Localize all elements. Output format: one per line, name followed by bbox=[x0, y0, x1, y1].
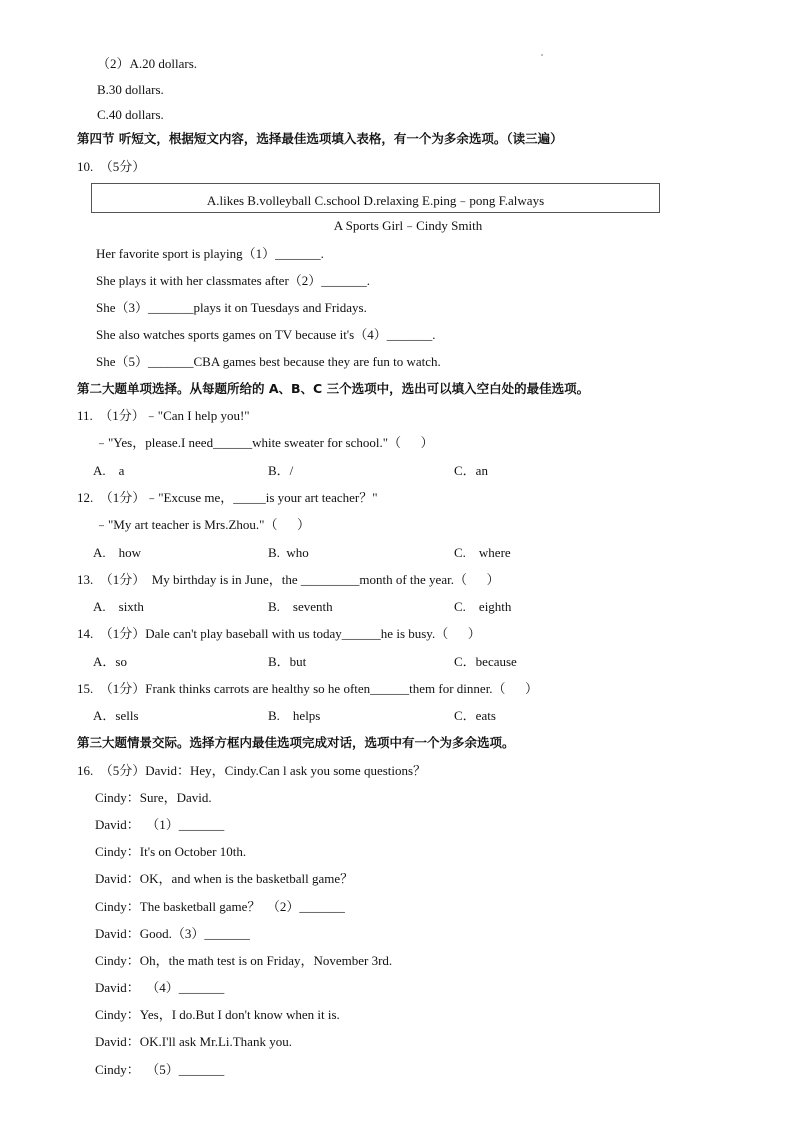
q11-stem: 11. （1分）﹣"Can I help you!" bbox=[77, 408, 250, 423]
q16-line-8: David： （4）_______ bbox=[95, 980, 225, 995]
q16-line-1: Cindy：Sure，David. bbox=[95, 790, 212, 805]
part3-title: 第三大题情景交际。选择方框内最佳选项完成对话，选项中有一个为多余选项。 bbox=[77, 735, 515, 750]
q16-line-9: Cindy：Yes，I do.But I don't know when it is. bbox=[95, 1007, 340, 1022]
q10-line-2: She plays it with her classmates after（2）_______. bbox=[96, 273, 371, 288]
q10-options-text: A.likes B.volleyball C.school D.relaxing E.ping﹣pong F.always bbox=[206, 193, 545, 208]
q15-stem: 15. （1分）Frank thinks carrots are healthy so he often______them for dinner.（ ） bbox=[77, 681, 539, 696]
q15-option-b: B. helps bbox=[268, 708, 321, 723]
q12-option-c: C. where bbox=[454, 545, 511, 560]
q12-option-b: B. who bbox=[268, 545, 309, 560]
q16-line-5: Cindy：The basketball game？ （2）_______ bbox=[95, 899, 345, 914]
scan-speck bbox=[541, 54, 543, 56]
q10-passage-title: A Sports Girl﹣Cindy Smith bbox=[333, 218, 483, 233]
q16-line-11: Cindy： （5）_______ bbox=[95, 1062, 225, 1077]
q16-line-7: Cindy：Oh，the math test is on Friday，November 3rd. bbox=[95, 953, 393, 968]
q10-header: 10. （5分） bbox=[77, 159, 146, 174]
q12-stem-reply: ﹣"My art teacher is Mrs.Zhou."（ ） bbox=[95, 517, 310, 532]
q9-option-a: （2）A.20 dollars. bbox=[97, 56, 198, 71]
q10-line-5: She（5）_______CBA games best because they are fun to watch. bbox=[96, 354, 441, 369]
q14-option-a: A．so bbox=[93, 654, 127, 669]
q16-header: 16. （5分）David：Hey，Cindy.Can l ask you some questions？ bbox=[77, 763, 427, 778]
q10-line-4: She also watches sports games on TV because it's（4）_______. bbox=[96, 327, 436, 342]
q12-option-a: A. how bbox=[93, 545, 142, 560]
q14-option-c: C．because bbox=[454, 654, 517, 669]
q15-option-a: A．sells bbox=[93, 708, 139, 723]
q14-option-b: B．but bbox=[268, 654, 307, 669]
q11-option-c: C．an bbox=[454, 463, 488, 478]
q16-line-10: David：OK.I'll ask Mr.Li.Thank you. bbox=[95, 1034, 292, 1049]
q13-stem: 13. （1分） My birthday is in June，the _________month of the year.（ ） bbox=[77, 572, 500, 587]
q15-option-c: C．eats bbox=[454, 708, 496, 723]
q13-option-c: C. eighth bbox=[454, 599, 512, 614]
q13-option-b: B. seventh bbox=[268, 599, 333, 614]
q12-stem: 12. （1分）﹣"Excuse me，_____is your art teacher？" bbox=[77, 490, 378, 505]
q13-option-a: A. sixth bbox=[93, 599, 144, 614]
q16-line-3: Cindy：It's on October 10th. bbox=[95, 844, 247, 859]
part2-title: 第二大题单项选择。从每题所给的 A、B、C 三个选项中，选出可以填入空白处的最佳选项。 bbox=[77, 381, 590, 396]
q11-option-b: B．/ bbox=[268, 463, 294, 478]
q16-line-2: David： （1）_______ bbox=[95, 817, 225, 832]
q14-stem: 14. （1分）Dale can't play baseball with us today______he is busy.（ ） bbox=[77, 626, 481, 641]
q11-stem-reply: ﹣"Yes，please.I need______white sweater for school."（ ） bbox=[95, 435, 434, 450]
q10-line-3: She（3）_______plays it on Tuesdays and Fridays. bbox=[96, 300, 367, 315]
q16-line-4: David：OK，and when is the basketball game？ bbox=[95, 871, 354, 886]
q9-option-b: B.30 dollars. bbox=[97, 82, 164, 97]
section4-title: 第四节 听短文，根据短文内容，选择最佳选项填入表格，有一个为多余选项。（读三遍） bbox=[77, 131, 563, 146]
q11-option-a: A. a bbox=[93, 463, 125, 478]
q16-line-6: David：Good.（3）_______ bbox=[95, 926, 250, 941]
q9-option-c: C.40 dollars. bbox=[97, 107, 164, 122]
q10-options-box bbox=[91, 183, 660, 213]
q10-line-1: Her favorite sport is playing（1）_______. bbox=[96, 246, 324, 261]
